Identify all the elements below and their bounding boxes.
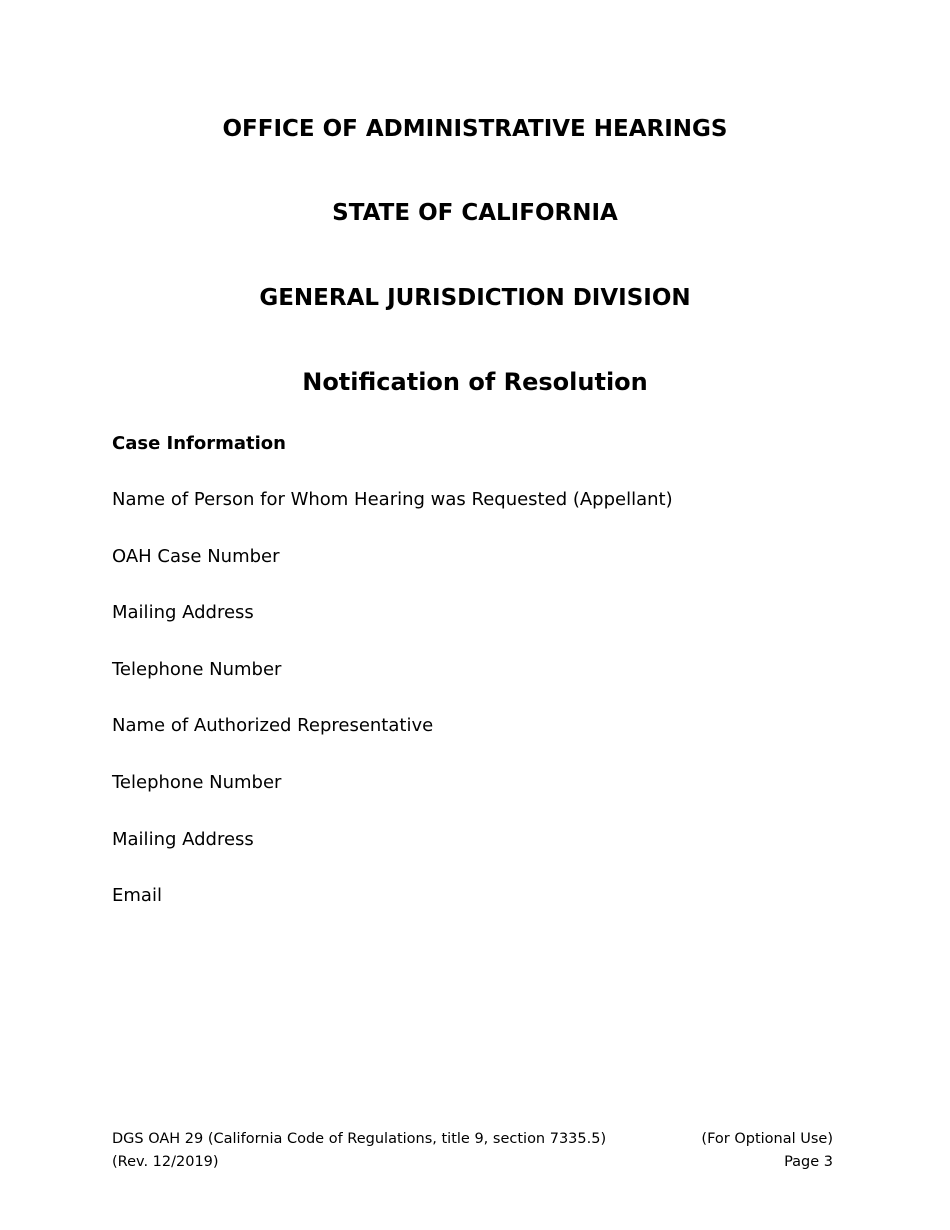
usage-note: (For Optional Use) — [701, 1131, 833, 1147]
revision-date: (Rev. 12/2019) — [112, 1154, 219, 1170]
representative-mailing-address-label: Mailing Address — [112, 829, 254, 850]
email-label: Email — [112, 885, 162, 906]
document-title: Notification of Resolution — [302, 368, 648, 396]
oah-case-number-label: OAH Case Number — [112, 546, 280, 567]
appellant-name-label: Name of Person for Whom Hearing was Requested (Appellant) — [112, 489, 673, 510]
page-number: Page 3 — [784, 1154, 833, 1170]
office-heading: OFFICE OF ADMINISTRATIVE HEARINGS — [222, 116, 728, 142]
state-heading: STATE OF CALIFORNIA — [332, 200, 618, 226]
appellant-telephone-label: Telephone Number — [112, 659, 282, 680]
footer-right — [701, 1128, 833, 1174]
footer-left — [112, 1128, 606, 1174]
appellant-mailing-address-label: Mailing Address — [112, 602, 254, 623]
form-identifier: DGS OAH 29 (California Code of Regulations, title 9, section 7335.5) — [112, 1131, 607, 1147]
representative-telephone-label: Telephone Number — [112, 772, 282, 793]
representative-name-label: Name of Authorized Representative — [112, 715, 434, 736]
division-heading: GENERAL JURISDICTION DIVISION — [259, 285, 691, 311]
case-information-heading: Case Information — [112, 433, 286, 454]
